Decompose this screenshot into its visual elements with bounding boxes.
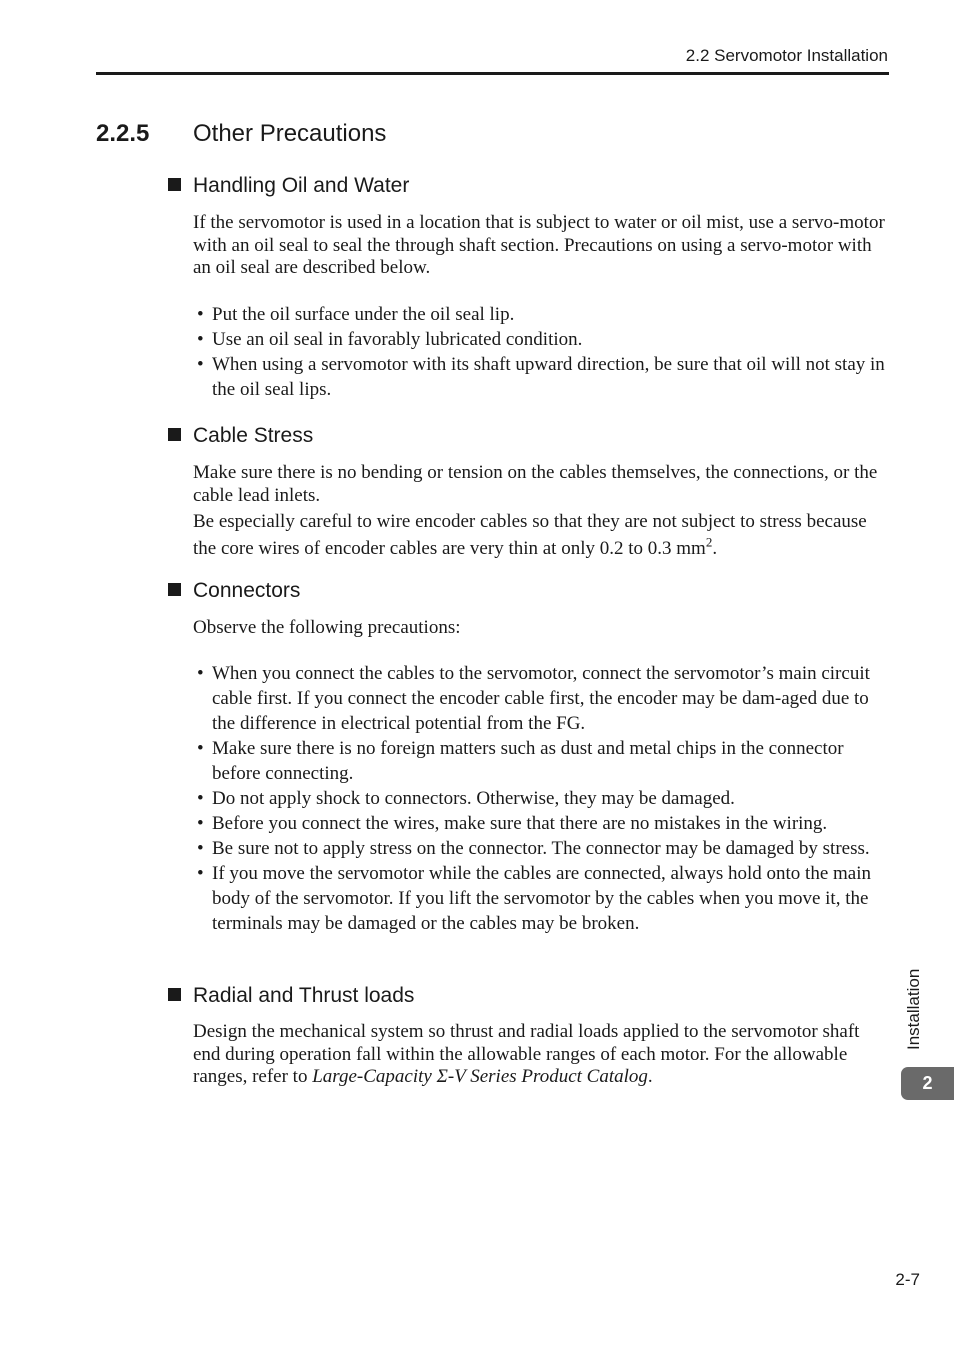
header-rule	[96, 72, 889, 75]
subheading-connectors	[168, 579, 300, 603]
oil-water-list	[193, 302, 893, 402]
paragraph-text: Design the mechanical system so thrust and radial loads applied to the servomotor shaft end during operation fall within the allowable ranges of each motor. For the allowable ranges, refer to	[193, 1021, 860, 1087]
paragraph-end: .	[712, 538, 718, 559]
list-item: • Do not apply shock to connectors. Otherwise, they may be damaged.	[193, 786, 893, 811]
subheading-text: Connectors	[193, 579, 301, 602]
chapter-tab: 2	[901, 1067, 954, 1100]
section-number: 2.2.5	[96, 120, 150, 147]
subheading-cable-stress	[168, 424, 313, 448]
radial-thrust-body	[193, 1021, 889, 1089]
connectors-intro	[193, 617, 889, 640]
square-bullet-icon	[168, 583, 181, 596]
square-bullet-icon	[168, 988, 181, 1001]
paragraph: Observe the following precautions:	[193, 617, 461, 638]
subheading-text: Radial and Thrust loads	[193, 984, 415, 1007]
list-item: • When using a servomotor with its shaft upward direction, be sure that oil will not stay in the oil seal lips.	[193, 352, 893, 402]
square-bullet-icon	[168, 178, 181, 191]
list-item: • Before you connect the wires, make sure that there are no mistakes in the wiring.	[193, 811, 893, 836]
side-tab	[904, 950, 926, 1050]
list-item: • Make sure there is no foreign matters such as dust and metal chips in the connector before connecting.	[193, 736, 893, 786]
cable-stress-body	[193, 462, 889, 562]
list-item: • When you connect the cables to the servomotor, connect the servomotor’s main circuit cable first. If you connect the encoder cable first, the encoder may be dam-aged due to the difference in electrical potential from the FG.	[193, 661, 893, 736]
square-bullet-icon	[168, 428, 181, 441]
paragraph: Make sure there is no bending or tension on the cables themselves, the connections, or the cable lead inlets.	[193, 462, 878, 506]
subheading-text: Handling Oil and Water	[193, 174, 410, 197]
superscript: 2	[705, 534, 713, 550]
connectors-list	[193, 661, 893, 936]
section-title-text: Other Precautions	[193, 120, 387, 147]
list-item: • Be sure not to apply stress on the connector. The connector may be damaged by stress.	[193, 836, 893, 861]
subheading-oil-water	[168, 174, 409, 198]
paragraph-end: .	[647, 1066, 653, 1087]
subheading-radial-thrust	[168, 984, 414, 1008]
oil-water-intro	[193, 212, 889, 280]
running-head: 2.2 Servomotor Installation	[685, 46, 888, 65]
list-item: • If you move the servomotor while the cables are connected, always hold onto the main body of the servomotor. If you lift the servomotor by the cables when you move it, the terminals may be damaged or the cables may be broken.	[193, 861, 893, 936]
paragraph-text: Be especially careful to wire encoder cables so that they are not subject to stress because the core wires of encoder cables are very thin at only 0.2 to 0.3 mm	[193, 511, 867, 559]
paragraph	[193, 1021, 889, 1089]
side-tab-label: Installation	[904, 968, 923, 1050]
list-item: • Use an oil seal in favorably lubricated condition.	[193, 327, 893, 352]
paragraph	[193, 508, 889, 562]
subheading-text: Cable Stress	[193, 424, 314, 447]
catalog-reference: Large-Capacity Σ-V Series Product Catalog	[312, 1066, 648, 1087]
list-item: • Put the oil surface under the oil seal lip.	[193, 302, 893, 327]
section-title	[96, 120, 386, 148]
paragraph: If the servomotor is used in a location that is subject to water or oil mist, use a servo-motor with an oil seal to seal the through shaft section. Precautions on using a servo-motor with an oil seal are described below.	[193, 212, 885, 278]
page-number: 2-7	[895, 1270, 920, 1289]
